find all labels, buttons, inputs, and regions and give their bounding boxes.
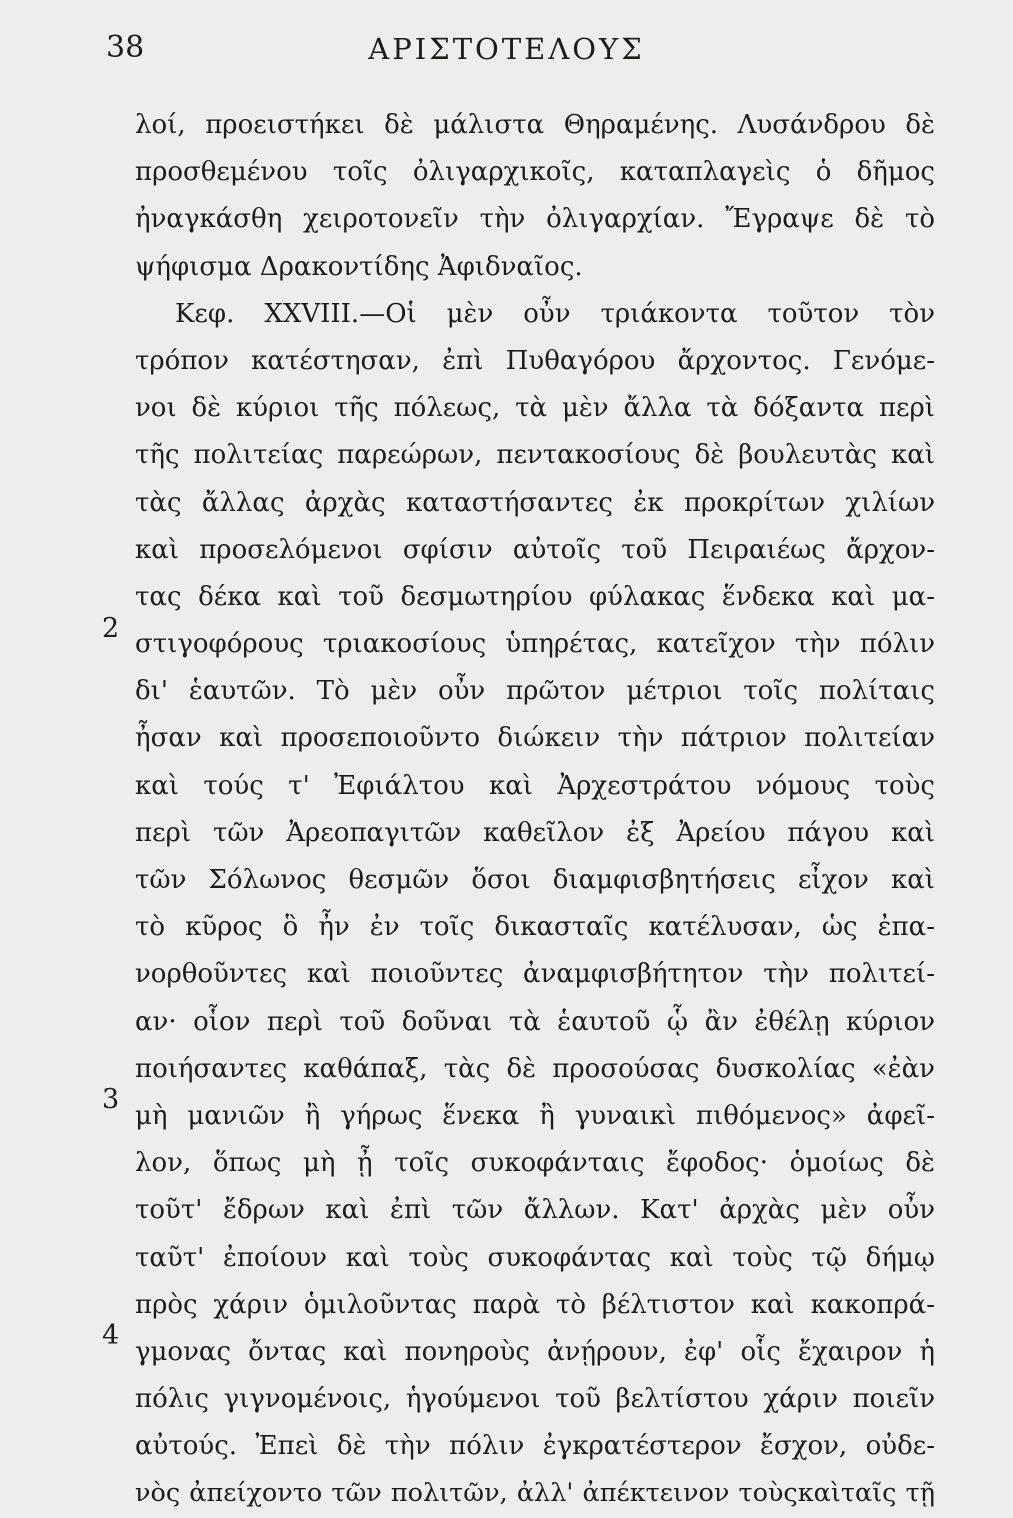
text-line: λον, ὅπως μὴ ᾖ τοῖς συκοφάνταις ἔφοδος· ὁμοίως δὲ	[135, 1148, 935, 1179]
text-line: ἦσαν καὶ προσεποιοῦντο διώκειν τὴν πάτριον πολιτείαν	[135, 723, 935, 754]
body-text	[135, 102, 935, 1518]
page-number: 38	[106, 30, 145, 65]
margin-number-section-2: 2	[102, 613, 120, 644]
text-line: πρὸς χάριν ὁμιλοῦντας παρὰ τὸ βέλτιστον καὶ κακοπρά-	[135, 1289, 935, 1320]
text-line: καὶ τούς τ' Ἐφιάλτου καὶ Ἀρχεστράτου νόμους τοὺς	[135, 770, 935, 801]
text-line: Κεφ. XXVIII.—Οἱ μὲν οὖν τριάκοντα τοῦτον τὸν	[175, 298, 935, 329]
margin-number-section-3: 3	[102, 1084, 120, 1115]
text-line: πόλις γιγνομένοις, ἡγούμενοι τοῦ βελτίστου χάριν ποιεῖν	[135, 1384, 935, 1415]
text-line: περὶ τῶν Ἀρεοπαγιτῶν καθεῖλον ἐξ Ἀρείου πάγου καὶ	[135, 817, 935, 848]
text-line: τῆς πολιτείας παρεώρων, πεντακοσίους δὲ βουλευτὰς καὶ	[135, 440, 935, 471]
text-line: τὰς ἄλλας ἀρχὰς καταστήσαντες ἐκ προκρίτων χιλίων	[135, 487, 935, 518]
text-line: ταῦτ' ἐποίουν καὶ τοὺς συκοφάντας καὶ τοὺς τῷ δήμῳ	[135, 1242, 935, 1273]
text-line: τας δέκα καὶ τοῦ δεσμωτηρίου φύλακας ἕνδεκα καὶ μα-	[135, 581, 935, 612]
text-line: δι' ἑαυτῶν. Τὸ μὲν οὖν πρῶτον μέτριοι τοῖς πολίταις	[135, 676, 935, 707]
running-head: ΑΡΙΣΤΟΤΕΛΟΥΣ	[368, 32, 645, 66]
text-line: ἠναγκάσθη χειροτονεῖν τὴν ὀλιγαρχίαν. Ἔγραψε δὲ τὸ	[135, 204, 935, 235]
text-line: αν· οἷον περὶ τοῦ δοῦναι τὰ ἑαυτοῦ ᾧ ἂν ἐθέλῃ κύριον	[135, 1006, 935, 1037]
text-line: τρόπον κατέστησαν, ἐπὶ Πυθαγόρου ἄρχοντος. Γενόμε-	[135, 345, 935, 376]
text-line: μὴ μανιῶν ἢ γήρως ἕνεκα ἢ γυναικὶ πιθόμενος» ἀφεῖ-	[135, 1100, 935, 1131]
text-line: τῶν Σόλωνος θεσμῶν ὅσοι διαμφισβητήσεις εἶχον καὶ	[135, 865, 935, 895]
text-line: στιγοφόρους τριακοσίους ὑπηρέτας, κατεῖχον τὴν πόλιν	[135, 629, 935, 660]
text-line: γμονας ὄντας καὶ πονηροὺς ἀνῄρουν, ἐφ' οἷς ἔχαιρον ἡ	[135, 1336, 935, 1367]
text-line: καὶ προσελόμενοι σφίσιν αὐτοῖς τοῦ Πειραιέως ἄρχον-	[135, 534, 935, 565]
margin-number-section-4: 4	[102, 1320, 120, 1351]
text-line: αὐτούς. Ἐπεὶ δὲ τὴν πόλιν ἐγκρατέστερον ἔσχον, οὐδε-	[135, 1431, 935, 1462]
text-line: τοῦτ' ἔδρων καὶ ἐπὶ τῶν ἄλλων. Κατ' ἀρχὰς μὲν οὖν	[135, 1195, 935, 1226]
text-line: νορθοῦντες καὶ ποιοῦντες ἀναμφισβήτητον τὴν πολιτεί-	[135, 959, 935, 990]
text-line: νοι δὲ κύριοι τῆς πόλεως, τὰ μὲν ἄλλα τὰ δόξαντα περὶ	[135, 393, 935, 424]
text-line: τὸ κῦρος ὃ ἦν ἐν τοῖς δικασταῖς κατέλυσαν, ὡς ἐπα-	[135, 912, 935, 943]
text-line: λοί, προειστήκει δὲ μάλιστα Θηραμένης. Λυσάνδρου δὲ	[135, 110, 935, 140]
text-line: ποιήσαντες καθάπαξ, τὰς δὲ προσούσας δυσκολίας «ἐὰν	[135, 1053, 935, 1084]
text-line: ψήφισμα Δρακοντίδης Ἀφιδναῖος.	[135, 251, 583, 282]
text-line: νὸς ἀπείχοντο τῶν πολιτῶν, ἀλλ' ἀπέκτεινον τοὺςκαὶταῖς τῇ	[135, 1478, 935, 1509]
text-line: προσθεμένου τοῖς ὀλιγαρχικοῖς, καταπλαγεὶς ὁ δῆμος	[135, 157, 935, 188]
